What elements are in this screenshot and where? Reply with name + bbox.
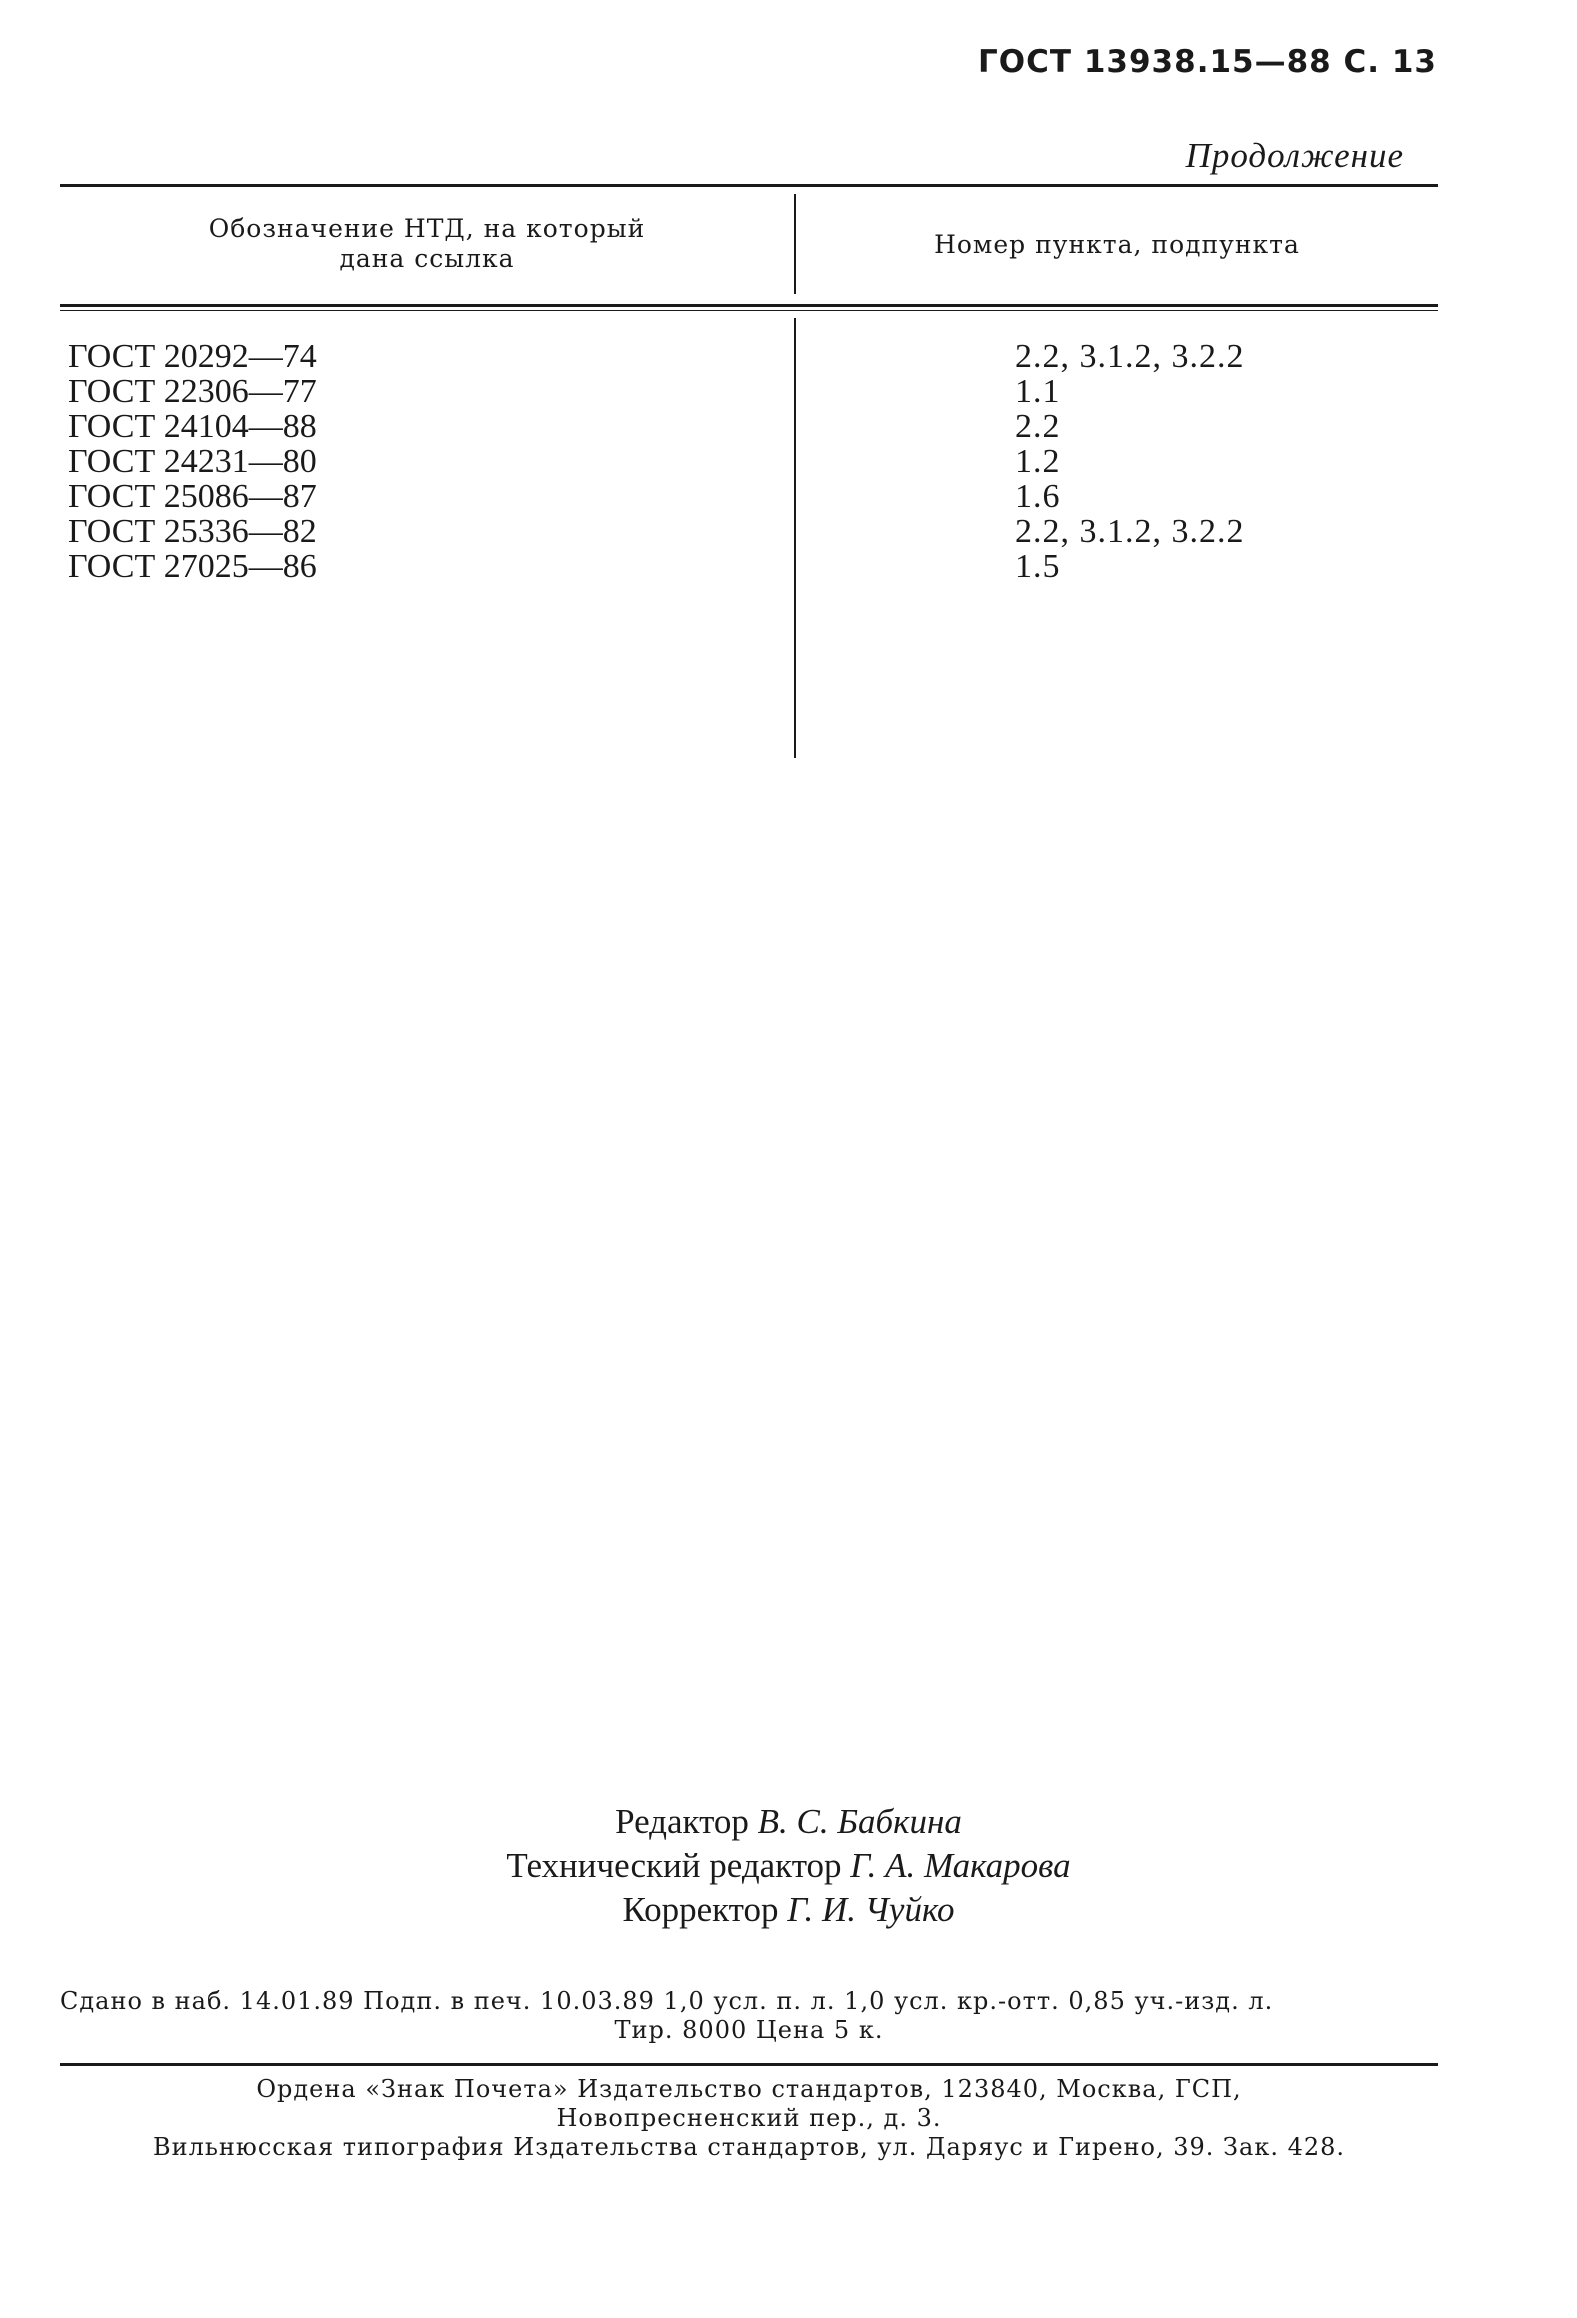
imprint-line: Тир. 8000 Цена 5 к. [614, 2016, 884, 2044]
credit-proofreader [0, 1888, 1577, 1932]
credit-role: Технический редактор [506, 1846, 842, 1885]
document-designation: ГОСТ 24104—88 [68, 408, 317, 445]
table-row [60, 514, 1438, 549]
publisher-line: Вильнюсская типография Издательства стандартов, ул. Даряус и Гирено, 39. Зак. 428. [152, 2133, 1346, 2161]
clause-number: 1.6 [1015, 478, 1061, 515]
column-header-document-line: дана ссылка [339, 244, 515, 273]
table-row [60, 479, 1438, 514]
continuation-label: Продолжение [1185, 136, 1404, 175]
publisher-line: Новопресненский пер., д. 3. [556, 2104, 942, 2132]
table-row [60, 374, 1438, 409]
column-header-clause [796, 230, 1438, 260]
page-header: ГОСТ 13938.15—88 С. 13 [978, 44, 1437, 80]
column-header-document-line: Обозначение НТД, на который [208, 214, 646, 243]
credit-role: Корректор [622, 1890, 779, 1929]
clause-number: 2.2, 3.1.2, 3.2.2 [1015, 338, 1245, 375]
table-top-rule [60, 184, 1438, 187]
document-designation: ГОСТ 20292—74 [68, 338, 317, 375]
table-row [60, 444, 1438, 479]
credit-name: Г. И. Чуйко [787, 1890, 955, 1929]
clause-number: 1.5 [1015, 548, 1061, 585]
document-designation: ГОСТ 27025—86 [68, 548, 317, 585]
table-header-rule [60, 310, 1438, 311]
table-header-rule [60, 304, 1438, 307]
document-designation: ГОСТ 24231—80 [68, 443, 317, 480]
credit-role: Редактор [615, 1802, 749, 1841]
document-designation: ГОСТ 25086—87 [68, 478, 317, 515]
table-row [60, 549, 1438, 584]
credit-editor [0, 1800, 1577, 1844]
credit-technical-editor [0, 1844, 1577, 1888]
clause-number: 2.2, 3.1.2, 3.2.2 [1015, 513, 1245, 550]
document-designation: ГОСТ 25336—82 [68, 513, 317, 550]
table-body [60, 339, 1438, 584]
publisher-line: Ордена «Знак Почета» Издательство стандартов, 123840, Москва, ГСП, [256, 2075, 1242, 2103]
table-row [60, 339, 1438, 374]
credit-name: Г. А. Макарова [850, 1846, 1071, 1885]
print-imprint [60, 1987, 1438, 2045]
imprint-rule [60, 2063, 1438, 2066]
clause-number: 2.2 [1015, 408, 1061, 445]
clause-number: 1.1 [1015, 373, 1061, 410]
column-header-document [60, 214, 794, 274]
publisher-block [60, 2075, 1438, 2162]
credit-name: В. С. Бабкина [757, 1802, 962, 1841]
credits-block [0, 1800, 1577, 1932]
table-row [60, 409, 1438, 444]
imprint-line: Сдано в наб. 14.01.89 Подп. в печ. 10.03.89 1,0 усл. п. л. 1,0 усл. кр.-отт. 0,85 уч.-изд. л. [60, 1987, 1274, 2015]
document-designation: ГОСТ 22306—77 [68, 373, 317, 410]
clause-number: 1.2 [1015, 443, 1061, 480]
column-header-clause-line: Номер пункта, подпункта [934, 230, 1300, 259]
